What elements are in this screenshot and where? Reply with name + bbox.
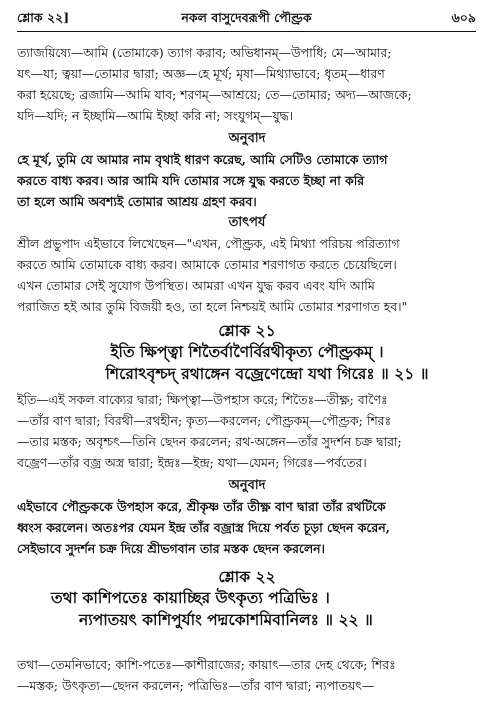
- synonym-line: বজ্রেণ—তাঁর বজ্র অস্ত্র দ্বারা; ইন্দ্রঃ—ইন্দ্র; যথা—যেমন; গিরেঃ—পর্বতের।: [17, 455, 367, 470]
- header-chapter-title: নকল বাসুদেবরূপী পৌণ্ড্রক: [181, 10, 312, 25]
- purport-line: পরাজিত হই আর তুমি বিজয়ী হও, তা হলে নিশ্চয়ই আমি তোমার শরণাগত হব।": [17, 299, 408, 314]
- synonym-line: —তাঁর বাণ দ্বারা; বিরথী—রথহীন; কৃত্য—করলেন; পৌণ্ড্রকম্—পৌণ্ড্রক; শিরঃ: [17, 413, 392, 428]
- translation-line: সেইভাবে সুদর্শন চক্র দিয়ে শ্রীভগবান তার মস্তক ছেদন করলেন।: [17, 541, 325, 556]
- purport-line: এখন তোমার সেই সুযোগ উপস্থিত। আমরা এখন যুদ্ধ করব এবং যদি আমি: [17, 278, 375, 293]
- verse-line: তথা কাশিপতেঃ কায়াচ্ছির উৎকৃত্য পত্রিভিঃ ।: [51, 588, 330, 607]
- verse-21-synonyms: [17, 389, 477, 473]
- verse-line: শিরোঽবৃশ্চদ্ রথাঙ্গেন বজ্রেণেন্দ্রো যথা গিরেঃ ॥ ২১ ॥: [105, 364, 429, 383]
- synonym-line: করা হয়েছে; ব্রজামি—আমি যাব; শরণম্—আশ্রয়ে; তে—তোমার; অদ্য—আজকে;: [17, 87, 412, 102]
- translation-heading: অনুবাদ: [228, 131, 266, 146]
- synonym-line: ত্যাজয়িষ্যে—আমি (তোমাকে) ত্যাগ করাব; অভিধানম্—উপাধি; মে—আমার;: [17, 45, 392, 60]
- translation-line: তা হলে আমি অবশ্যই তোমার আশ্রয় গ্রহণ করব।: [17, 194, 257, 209]
- header-verse-ref: শ্লোক ২২]: [17, 10, 70, 25]
- synonym-line: ইতি—এই সকল বাক্যের দ্বারা; ক্ষিপ্ত্বা—উপহাস করে; শিতৈঃ—তীক্ষ্ণ; বাণৈঃ: [17, 392, 388, 407]
- synonym-line: যদি—যদি; ন ইচ্ছামি—আমি ইচ্ছা করি না; সংযুগম্—যুদ্ধ।: [17, 108, 294, 123]
- verse-22-synonyms: [17, 654, 477, 696]
- verse-21-translation: [17, 475, 477, 559]
- purport-section: [17, 212, 477, 317]
- synonyms-top: [17, 42, 477, 126]
- verse-heading: শ্লোক ২১: [218, 321, 276, 340]
- translation-line: করতে বাধ্য করব। আর আমি যদি তোমার সঙ্গে যুদ্ধ করতে ইচ্ছা না করি: [17, 173, 365, 188]
- translation-line: হে মূর্খ, তুমি যে আমার নাম বৃথাই ধারণ করেছ, আমি সেটিও তোমাকে ত্যাগ: [17, 152, 388, 167]
- purport-heading: তাৎপর্য: [228, 215, 266, 230]
- purport-line: শ্রীল প্রভুপাদ এইভাবে লিখেছেন—"এখন, পৌণ্ড্রক, এই মিথ্যা পরিচয় পরিত্যাগ: [17, 236, 400, 251]
- verse-line: ইতি ক্ষিপ্ত্বা শিতৈর্বাণৈর্বিরথীকৃত্য পৌণ্ড্রকম্ ।: [110, 342, 384, 361]
- purport-line: করতে আমি তোমাকে বাধ্য করব। আমাকে তোমার শরণাগত করতে চেয়েছিলে।: [17, 257, 397, 272]
- translation-heading: অনুবাদ: [228, 478, 266, 493]
- translation-section: [17, 128, 477, 212]
- verse-heading: শ্লোক ২২: [218, 567, 276, 586]
- synonym-line: তথা—তেমনিভাবে; কাশি-পতেঃ—কাশীরাজের; কায়াৎ—তার দেহ থেকে; শিরঃ: [17, 657, 396, 672]
- synonym-line: যৎ—যা; ত্বয়া—তোমার দ্বারা; অজ্ঞ—হে মূর্খ; মৃষা—মিথ্যাভাবে; ধৃতম্—ধারণ: [17, 66, 385, 81]
- header-page-number: ৬০৯: [451, 10, 476, 25]
- translation-line: এইভাবে পৌণ্ড্রককে উপহাস করে, শ্রীকৃষ্ণ তাঁর তীক্ষ্ণ বাণ দ্বারা তাঁর রথটিকে: [17, 499, 386, 514]
- verse-line: ন্যপাতয়ৎ কাশিপুর্যাং পদ্মকোশমিবানিলঃ ॥ ২২ ॥: [79, 610, 373, 629]
- synonym-line: —তার মস্তক; অবৃশ্চৎ—তিনি ছেদন করলেন; রথ-অঙ্গেন—তাঁর সুদর্শন চক্র দ্বারা;: [17, 434, 402, 449]
- verse-21: [17, 320, 477, 385]
- header-divider: [17, 31, 476, 32]
- translation-line: ধ্বংস করলেন। অতঃপর যেমন ইন্দ্র তাঁর বজ্রাস্ত্র দিয়ে পর্বত চূড়া ছেদন করেন,: [17, 520, 390, 535]
- running-header: [17, 8, 476, 30]
- verse-22: [17, 566, 477, 631]
- synonym-line: —মস্তক; উৎকৃত্য—ছেদন করলেন; পত্রিভিঃ—তাঁর বাণ দ্বারা; ন্যপাতয়ৎ—: [17, 678, 375, 693]
